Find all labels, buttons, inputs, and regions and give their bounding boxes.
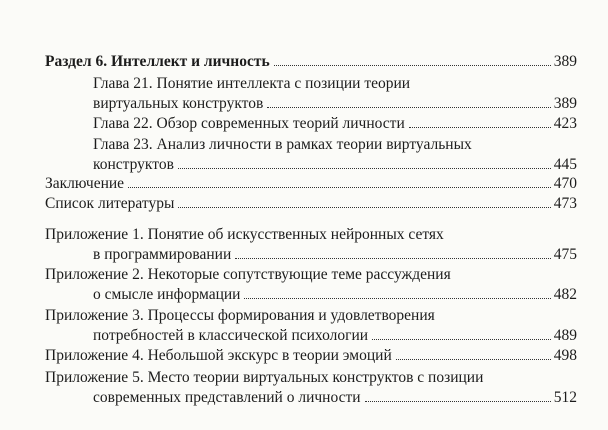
toc-entry-appendix-3 <box>93 326 577 346</box>
toc-page-number: 423 <box>553 115 577 132</box>
leader-dots <box>409 127 551 128</box>
toc-entry-title: Заключение <box>45 175 125 192</box>
toc-entry-title: Приложение 4. Небольшой экскурс в теории эмоций <box>45 347 392 364</box>
toc-page-number: 389 <box>553 53 577 70</box>
toc-page-number: 512 <box>553 389 577 406</box>
toc-entry-section-6 <box>45 52 577 72</box>
leader-dots <box>274 65 551 66</box>
toc-page-number: 498 <box>553 347 577 364</box>
toc-entry-title: Глава 23. Анализ личности в рамках теории виртуальных <box>93 136 472 153</box>
toc-entry-title-cont: конструктов <box>93 156 174 173</box>
toc-entry-chapter-23 <box>93 155 577 175</box>
leader-dots <box>178 207 550 208</box>
toc-page-number: 470 <box>553 175 577 192</box>
toc-page-number: 489 <box>553 327 577 344</box>
leader-dots <box>244 298 550 299</box>
toc-entry-appendix-4 <box>45 346 577 366</box>
toc-page-number: 482 <box>553 286 577 303</box>
leader-dots <box>235 258 550 259</box>
toc-entry-title-cont: потребностей в классической психологии <box>93 327 369 344</box>
toc-entry-title-cont: о смысле информации <box>93 286 241 303</box>
leader-dots <box>372 339 551 340</box>
toc-entry-appendix-3-line1 <box>45 306 435 326</box>
toc-entry-appendix-2-line1 <box>45 265 451 285</box>
leader-dots <box>128 187 551 188</box>
toc-page-number: 445 <box>553 156 577 173</box>
toc-entry-title: Раздел 6. Интеллект и личность <box>45 53 270 70</box>
toc-entry-chapter-21-line1 <box>93 74 410 94</box>
leader-dots <box>267 107 550 108</box>
leader-dots <box>178 168 551 169</box>
toc-entry-chapter-21 <box>93 94 577 114</box>
toc-entry-title: Глава 22. Обзор современных теорий личности <box>93 115 405 132</box>
toc-entry-title-cont: в программировании <box>93 246 232 263</box>
toc-entry-title: Приложение 5. Место теории виртуальных конструктов с позиции <box>45 369 484 386</box>
toc-entry-references <box>45 194 577 214</box>
toc-page-number: 475 <box>553 246 577 263</box>
toc-page-number: 389 <box>553 95 577 112</box>
leader-dots <box>396 359 551 360</box>
toc-entry-title: Глава 21. Понятие интеллекта с позиции теории <box>93 75 411 92</box>
toc-entry-title: Приложение 2. Некоторые сопутствующие теме рассуждения <box>45 266 451 283</box>
toc-entry-title: Приложение 3. Процессы формирования и удовлетворения <box>45 307 435 324</box>
toc-entry-appendix-1-line1 <box>45 225 444 245</box>
toc-entry-title-cont: современных представлений о личности <box>93 389 361 406</box>
toc-entry-appendix-5-line1 <box>45 368 483 388</box>
toc-entry-conclusion <box>45 174 577 194</box>
leader-dots <box>365 401 551 402</box>
toc-entry-appendix-2 <box>93 285 577 305</box>
toc-entry-chapter-22 <box>93 114 577 134</box>
toc-entry-chapter-23-line1 <box>93 135 472 155</box>
toc-entry-appendix-5 <box>93 388 577 408</box>
toc-entry-appendix-1 <box>93 245 577 265</box>
toc-entry-title: Приложение 1. Понятие об искусственных нейронных сетях <box>45 226 444 243</box>
toc-entry-title-cont: виртуальных конструктов <box>93 95 264 112</box>
toc-entry-title: Список литературы <box>45 195 175 212</box>
toc-page-number: 473 <box>553 195 577 212</box>
